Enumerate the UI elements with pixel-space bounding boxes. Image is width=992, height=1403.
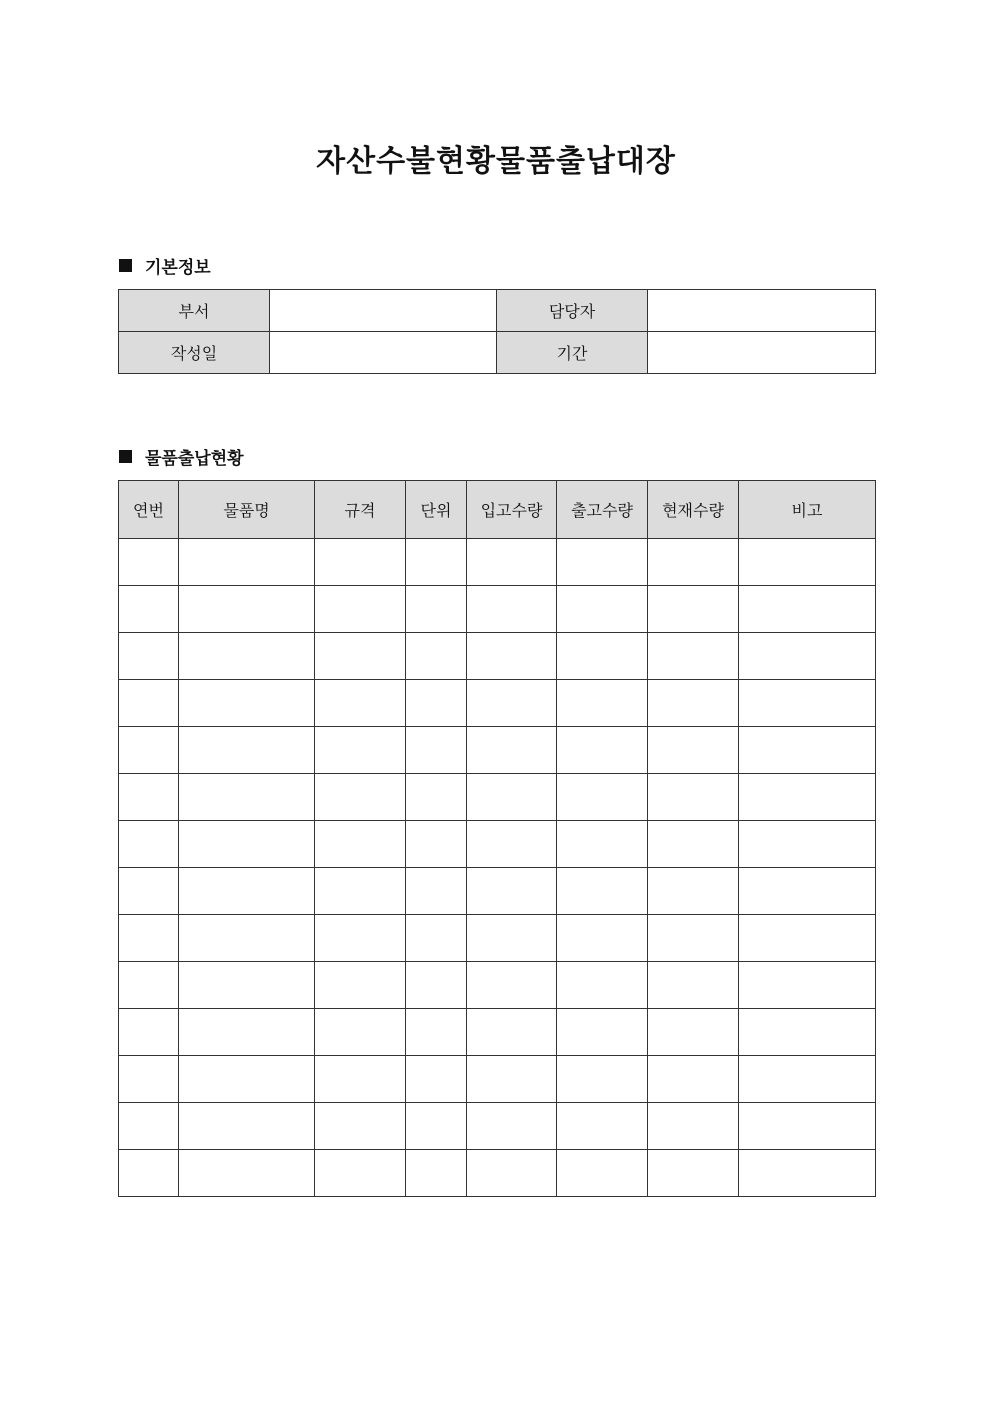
issued-qty-cell[interactable]	[557, 915, 648, 962]
serial-number-cell[interactable]	[119, 774, 179, 821]
table-row	[119, 633, 876, 680]
serial-number-header: 연번	[119, 481, 179, 539]
table-row	[119, 774, 876, 821]
received-qty-header: 입고수량	[467, 481, 557, 539]
serial-number-cell[interactable]	[119, 633, 179, 680]
current-qty-cell[interactable]	[648, 774, 739, 821]
unit-cell[interactable]	[406, 821, 467, 868]
table-row	[119, 539, 876, 586]
spec-cell[interactable]	[315, 633, 406, 680]
table-row	[119, 868, 876, 915]
remarks-header: 비고	[739, 481, 876, 539]
serial-number-cell[interactable]	[119, 680, 179, 727]
issued-qty-cell[interactable]	[557, 586, 648, 633]
item-name-cell[interactable]	[179, 586, 315, 633]
received-qty-cell[interactable]	[467, 727, 557, 774]
remarks-cell[interactable]	[739, 633, 876, 680]
serial-number-cell[interactable]	[119, 727, 179, 774]
unit-header: 단위	[406, 481, 467, 539]
remarks-cell[interactable]	[739, 821, 876, 868]
issued-qty-cell[interactable]	[557, 1103, 648, 1150]
department-field[interactable]	[270, 290, 497, 332]
received-qty-cell[interactable]	[467, 868, 557, 915]
current-qty-cell[interactable]	[648, 1103, 739, 1150]
current-qty-cell[interactable]	[648, 868, 739, 915]
current-qty-cell[interactable]	[648, 586, 739, 633]
item-name-cell[interactable]	[179, 962, 315, 1009]
table-row	[119, 962, 876, 1009]
issued-qty-cell[interactable]	[557, 1150, 648, 1197]
issued-qty-cell[interactable]	[557, 680, 648, 727]
document-title: 자산수불현황물품출납대장	[316, 144, 676, 179]
department-label: 부서	[119, 290, 270, 332]
created-date-label: 작성일	[119, 332, 270, 374]
issued-qty-cell[interactable]	[557, 774, 648, 821]
info-row-date	[119, 332, 876, 374]
serial-number-cell[interactable]	[119, 1009, 179, 1056]
received-qty-cell[interactable]	[467, 1103, 557, 1150]
remarks-cell[interactable]	[739, 1150, 876, 1197]
unit-cell[interactable]	[406, 868, 467, 915]
remarks-cell[interactable]	[739, 586, 876, 633]
serial-number-cell[interactable]	[119, 1103, 179, 1150]
remarks-cell[interactable]	[739, 1009, 876, 1056]
spec-cell[interactable]	[315, 774, 406, 821]
current-qty-cell[interactable]	[648, 680, 739, 727]
spec-header: 규격	[315, 481, 406, 539]
received-qty-cell[interactable]	[467, 633, 557, 680]
square-bullet-icon	[119, 259, 132, 272]
received-qty-cell[interactable]	[467, 915, 557, 962]
issued-qty-cell[interactable]	[557, 868, 648, 915]
serial-number-cell[interactable]	[119, 962, 179, 1009]
spec-cell[interactable]	[315, 962, 406, 1009]
unit-cell[interactable]	[406, 962, 467, 1009]
item-name-cell[interactable]	[179, 915, 315, 962]
remarks-cell[interactable]	[739, 680, 876, 727]
unit-cell[interactable]	[406, 1103, 467, 1150]
info-row-department	[119, 290, 876, 332]
unit-cell[interactable]	[406, 539, 467, 586]
spec-cell[interactable]	[315, 1150, 406, 1197]
items-heading-label: 물품출납현황	[145, 449, 244, 469]
spec-cell[interactable]	[315, 1056, 406, 1103]
received-qty-cell[interactable]	[467, 821, 557, 868]
manager-label: 담당자	[497, 290, 648, 332]
item-name-cell[interactable]	[179, 1103, 315, 1150]
period-field[interactable]	[648, 332, 876, 374]
remarks-cell[interactable]	[739, 727, 876, 774]
table-row	[119, 915, 876, 962]
serial-number-cell[interactable]	[119, 539, 179, 586]
serial-number-cell[interactable]	[119, 868, 179, 915]
item-name-cell[interactable]	[179, 821, 315, 868]
item-name-cell[interactable]	[179, 1009, 315, 1056]
current-qty-cell[interactable]	[648, 1009, 739, 1056]
spec-cell[interactable]	[315, 539, 406, 586]
unit-cell[interactable]	[406, 1056, 467, 1103]
received-qty-cell[interactable]	[467, 962, 557, 1009]
current-qty-cell[interactable]	[648, 633, 739, 680]
table-row	[119, 727, 876, 774]
item-name-cell[interactable]	[179, 1150, 315, 1197]
manager-field[interactable]	[648, 290, 876, 332]
received-qty-cell[interactable]	[467, 539, 557, 586]
spec-cell[interactable]	[315, 915, 406, 962]
item-name-cell[interactable]	[179, 727, 315, 774]
received-qty-cell[interactable]	[467, 680, 557, 727]
serial-number-cell[interactable]	[119, 1056, 179, 1103]
table-row	[119, 1056, 876, 1103]
received-qty-cell[interactable]	[467, 774, 557, 821]
item-name-cell[interactable]	[179, 774, 315, 821]
received-qty-cell[interactable]	[467, 1009, 557, 1056]
basic-info-heading-label: 기본정보	[145, 258, 211, 278]
table-row	[119, 586, 876, 633]
issued-qty-cell[interactable]	[557, 1056, 648, 1103]
item-name-cell[interactable]	[179, 868, 315, 915]
created-date-field[interactable]	[270, 332, 497, 374]
item-name-header: 물품명	[179, 481, 315, 539]
items-table	[118, 480, 876, 1197]
serial-number-cell[interactable]	[119, 1150, 179, 1197]
table-row	[119, 1103, 876, 1150]
item-name-cell[interactable]	[179, 633, 315, 680]
spec-cell[interactable]	[315, 821, 406, 868]
remarks-cell[interactable]	[739, 774, 876, 821]
current-qty-cell[interactable]	[648, 539, 739, 586]
remarks-cell[interactable]	[739, 539, 876, 586]
item-name-cell[interactable]	[179, 539, 315, 586]
spec-cell[interactable]	[315, 1103, 406, 1150]
unit-cell[interactable]	[406, 633, 467, 680]
spec-cell[interactable]	[315, 680, 406, 727]
issued-qty-cell[interactable]	[557, 539, 648, 586]
issued-qty-cell[interactable]	[557, 727, 648, 774]
unit-cell[interactable]	[406, 915, 467, 962]
items-body	[119, 539, 876, 1197]
spec-cell[interactable]	[315, 868, 406, 915]
serial-number-cell[interactable]	[119, 821, 179, 868]
remarks-cell[interactable]	[739, 1056, 876, 1103]
table-row	[119, 821, 876, 868]
spec-cell[interactable]	[315, 727, 406, 774]
current-qty-cell[interactable]	[648, 962, 739, 1009]
unit-cell[interactable]	[406, 586, 467, 633]
item-name-cell[interactable]	[179, 680, 315, 727]
issued-qty-cell[interactable]	[557, 821, 648, 868]
table-row	[119, 1009, 876, 1056]
current-qty-cell[interactable]	[648, 727, 739, 774]
current-qty-cell[interactable]	[648, 821, 739, 868]
remarks-cell[interactable]	[739, 962, 876, 1009]
unit-cell[interactable]	[406, 1150, 467, 1197]
issued-qty-cell[interactable]	[557, 1009, 648, 1056]
current-qty-header: 현재수량	[648, 481, 739, 539]
received-qty-cell[interactable]	[467, 1150, 557, 1197]
remarks-cell[interactable]	[739, 1103, 876, 1150]
basic-info-heading	[119, 253, 211, 278]
unit-cell[interactable]	[406, 774, 467, 821]
current-qty-cell[interactable]	[648, 1056, 739, 1103]
remarks-cell[interactable]	[739, 915, 876, 962]
basic-info-table	[118, 289, 876, 374]
items-heading	[119, 444, 244, 469]
item-name-cell[interactable]	[179, 1056, 315, 1103]
spec-cell[interactable]	[315, 586, 406, 633]
issued-qty-header: 출고수량	[557, 481, 648, 539]
current-qty-cell[interactable]	[648, 1150, 739, 1197]
table-row	[119, 1150, 876, 1197]
remarks-cell[interactable]	[739, 868, 876, 915]
spec-cell[interactable]	[315, 1009, 406, 1056]
square-bullet-icon	[119, 450, 132, 463]
issued-qty-cell[interactable]	[557, 962, 648, 1009]
issued-qty-cell[interactable]	[557, 633, 648, 680]
unit-cell[interactable]	[406, 1009, 467, 1056]
received-qty-cell[interactable]	[467, 586, 557, 633]
period-label: 기간	[497, 332, 648, 374]
serial-number-cell[interactable]	[119, 586, 179, 633]
table-row	[119, 680, 876, 727]
current-qty-cell[interactable]	[648, 915, 739, 962]
received-qty-cell[interactable]	[467, 1056, 557, 1103]
items-header-row	[119, 481, 876, 539]
serial-number-cell[interactable]	[119, 915, 179, 962]
unit-cell[interactable]	[406, 680, 467, 727]
unit-cell[interactable]	[406, 727, 467, 774]
